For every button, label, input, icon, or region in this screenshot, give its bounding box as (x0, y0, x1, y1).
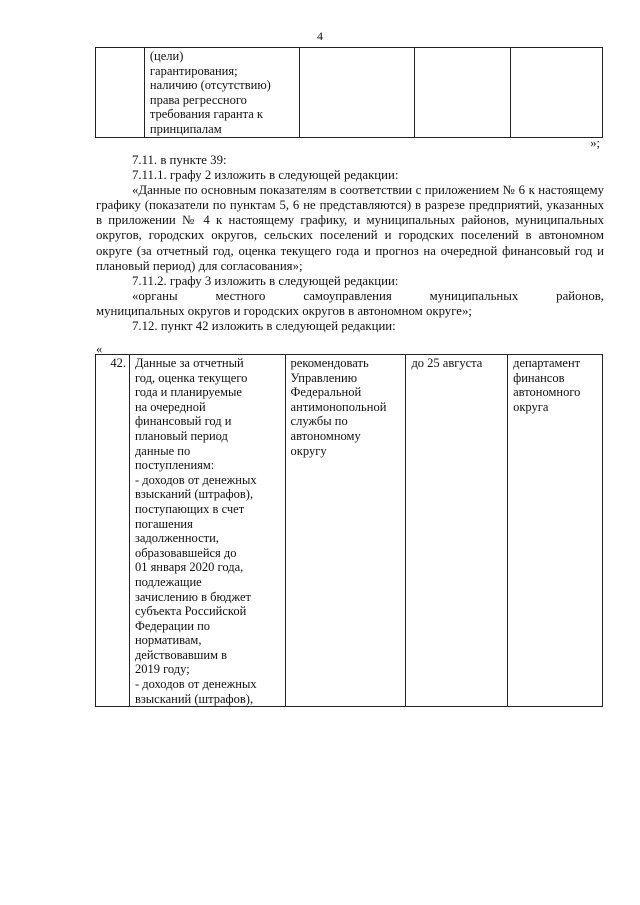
table-cell-number (96, 48, 145, 138)
paragraph-column-2-text: «Данные по основным показателям в соответствии с приложением № 6 к настоящему графику (показатели по пунктам 5, 6 не представляются) в разрезе предприятий, указанных в приложении № 4 к настоящему графику, и муниципальных районов, муниципальных округов, городских округов, сельских поселений и городских поселений в автономном округе (за отчетный год, оценка текущего года и прогноз на очередной финансовый год и плановый период) для согласования»; (96, 183, 604, 273)
row-42-deadline: до 25 августа (406, 355, 508, 707)
row-42-number: 42. (96, 355, 130, 707)
table-cell-responsible (511, 48, 603, 138)
paragraph-column-3-text-line1: «органы местного самоуправления муниципальных районов, (132, 288, 604, 303)
table-row (96, 48, 603, 138)
paragraph-7-11: 7.11. в пункте 39: (132, 153, 227, 167)
cell-text: (цели) гарантирования; наличию (отсутствию) права регрессного требования гаранта к принципалам (149, 49, 271, 136)
row-42-description: Данные за отчетный год, оценка текущего года и планируемые на очередной финансовый год и плановый период данные по поступлениям: - доходов от денежных взысканий (штрафов), поступающих в счет погашения задолженности, образовавшейся до 01 января 2020 года, подлежащие зачислению в бюджет субъекта Российской Федерации по нормативам, действовавшим в 2019 году; - доходов от денежных взысканий (штрафов), (129, 355, 285, 707)
table-row (96, 355, 603, 707)
table-cell-deadline (415, 48, 511, 138)
table-cell-action (299, 48, 415, 138)
page-number: 4 (317, 29, 323, 43)
row-42-action: рекомендовать Управлению Федеральной антимонопольной службы по автономному округу (285, 355, 406, 707)
paragraph-7-11-1: 7.11.1. графу 2 изложить в следующей редакции: (132, 168, 399, 183)
paragraph-7-11-2: 7.11.2. графу 3 изложить в следующей редакции: (132, 273, 399, 288)
row-42-responsible: департамент финансов автономного округа (508, 355, 603, 707)
opening-quote-mark: « (96, 342, 103, 356)
continued-table (95, 47, 603, 138)
table-cell-description (144, 48, 299, 138)
paragraph-column-3-text-line2: муниципальных округов и городских округов в автономном округе»; (96, 303, 472, 318)
item-42-table (95, 354, 603, 707)
paragraph-7-12: 7.12. пункт 42 изложить в следующей редакции: (132, 319, 396, 334)
closing-quote-mark: »; (590, 136, 600, 150)
body-text (96, 153, 604, 334)
